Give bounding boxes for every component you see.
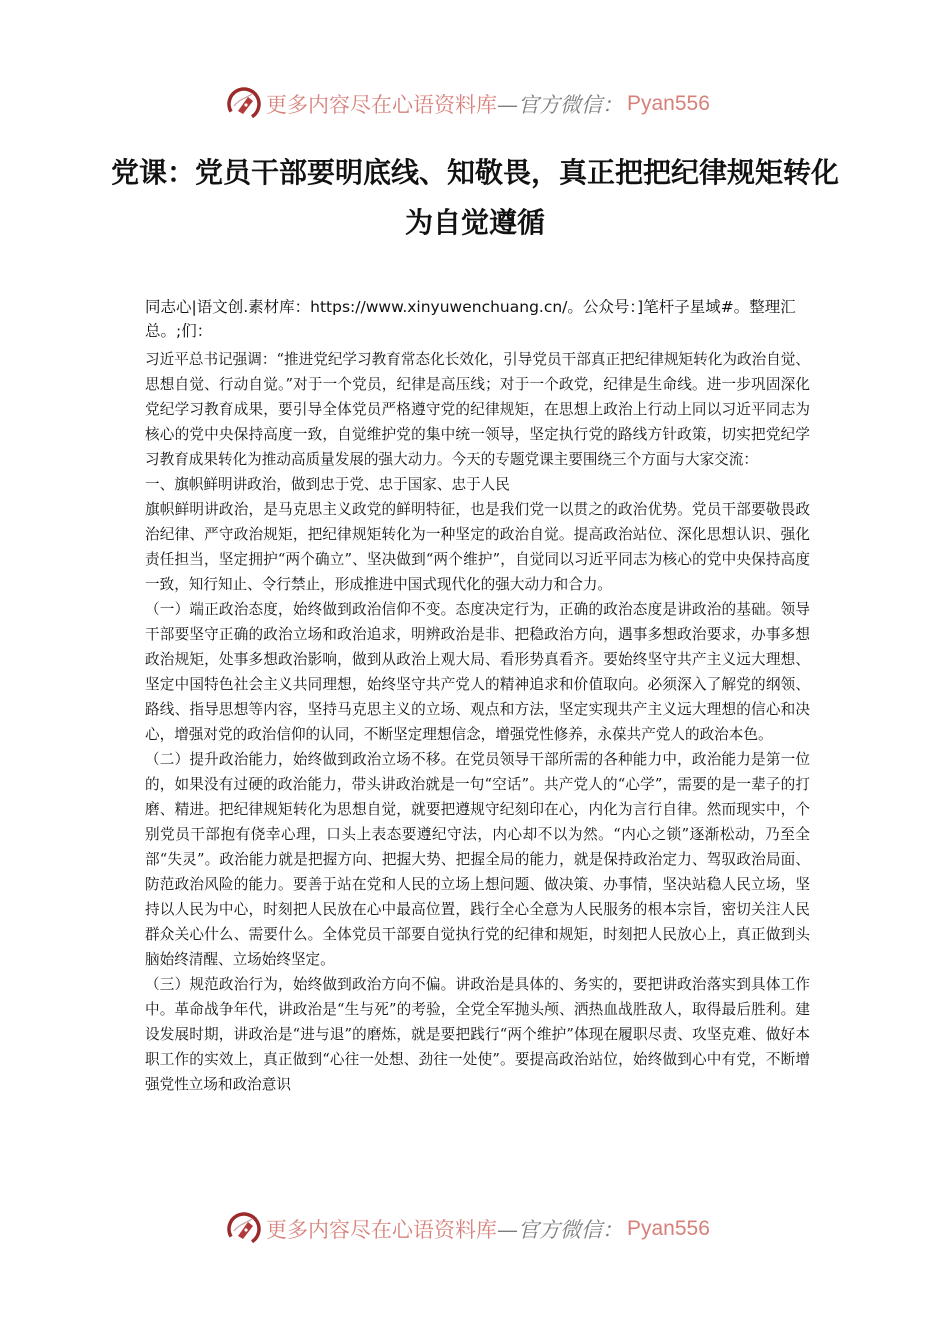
banner-separator-text: —官方微信：: [497, 1218, 623, 1242]
header-banner: [226, 84, 726, 124]
banner-text: 更多内容尽在心语资料库: [266, 93, 497, 117]
document-title: 党课：党员干部要明底线、知敬畏，真正把把纪律规矩转化为自觉遵循: [110, 156, 839, 239]
paragraph-subsection-3: （三）规范政治行为，始终做到政治方向不偏。讲政治是具体的、务实的，要把讲政治落实到具体工作中。革命战争年代，讲政治是“生与死”的考验，全党全军抛头颅、洒热血战胜敌人，取得最后胜利。建设发展时期，讲政治是“进与退”的磨炼，就是要把践行“两个维护”体现在履职尽责、攻坚克难、做好本职工作的实效上，真正做到“心往一处想、劲往一处使”。要提高政治站位，始终做到心中有党，不断增强党性立场和政治意识: [145, 976, 810, 1093]
source-line: 同志心|语文创.素材库：https://www.xinyuwenchuang.cn/。公众号：]笔杆子星域#。整理汇总。;们：: [145, 298, 796, 340]
pen-nib-circle-icon: [226, 1211, 262, 1247]
document-body: [145, 347, 810, 1097]
section-heading-1: 一、旗帜鲜明讲政治，做到忠于党、忠于国家、忠于人民: [145, 476, 510, 493]
pen-nib-circle-icon: [226, 86, 262, 122]
banner-text: 更多内容尽在心语资料库: [266, 1218, 497, 1242]
footer-banner: [226, 1209, 726, 1249]
paragraph-subsection-2: （二）提升政治能力，始终做到政治立场不移。在党员领导干部所需的各种能力中，政治能力是第一位的，如果没有过硬的政治能力，带头讲政治就是一句“空话”。共产党人的“心学”，需要的是一辈子的打磨、精进。把纪律规矩转化为思想自觉，就要把遵规守纪刻印在心，内化为言行自律。然而现实中，个别党员干部抱有侥幸心理，口头上表态要遵纪守法，内心却不以为然。“内心之锁”逐渐松动，乃至全部“失灵”。政治能力就是把握方向、把握大势、把握全局的能力，就是保持政治定力、驾驭政治局面、防范政治风险的能力。要善于站在党和人民的立场上想问题、做决策、办事情，坚决站稳人民立场，坚持以人民为中心，时刻把人民放在心中最高位置，践行全心全意为人民服务的根本宗旨，密切关注人民群众关心什么、需要什么。全体党员干部要自觉执行党的纪律和规矩，时刻把人民放心上，真正做到头脑始终清醒、立场始终坚定。: [145, 751, 810, 968]
banner-wechat-id: Pyan556: [627, 92, 710, 115]
paragraph-intro: 习近平总书记强调：“推进党纪学习教育常态化长效化，引导党员干部真正把纪律规矩转化为政治自觉、思想自觉、行动自觉。”对于一个党员，纪律是高压线；对于一个政党，纪律是生命线。进一步巩固深化党纪学习教育成果，要引导全体党员严格遵守党的纪律规矩，在思想上政治上行动上同以习近平同志为核心的党中央保持高度一致，自觉维护党的集中统一领导，坚定执行党的路线方针政策，切实把党纪学习教育成果转化为推动高质量发展的强大动力。今天的专题党课主要围绕三个方面与大家交流：: [145, 351, 810, 468]
paragraph-subsection-1: （一）端正政治态度，始终做到政治信仰不变。态度决定行为，正确的政治态度是讲政治的基础。领导干部要坚守正确的政治立场和政治追求，明辨政治是非、把稳政治方向，遇事多想政治要求，办事多想政治规矩，处事多想政治影响，做到从政治上观大局、看形势真看齐。要始终坚守共产主义远大理想、坚定中国特色社会主义共同理想，始终坚守共产党人的精神追求和价值取向。必须深入了解党的纲领、路线、指导思想等内容，坚持马克思主义的立场、观点和方法，坚定实现共产主义远大理想的信心和决心，增强对党的政治信仰的认同，不断坚定理想信念，增强党性修养，永葆共产党人的政治本色。: [145, 601, 810, 743]
paragraph: 旗帜鲜明讲政治，是马克思主义政党的鲜明特征，也是我们党一以贯之的政治优势。党员干部要敬畏政治纪律、严守政治规矩，把纪律规矩转化为一种坚定的政治自觉。提高政治站位、深化思想认识、强化责任担当，坚定拥护“两个确立”、坚决做到“两个维护”，自觉同以习近平同志为核心的党中央保持高度一致，知行知止、令行禁止，形成推进中国式现代化的强大动力和合力。: [145, 501, 810, 593]
banner-wechat-id: Pyan556: [627, 1217, 710, 1240]
banner-separator-text: —官方微信：: [497, 93, 623, 117]
